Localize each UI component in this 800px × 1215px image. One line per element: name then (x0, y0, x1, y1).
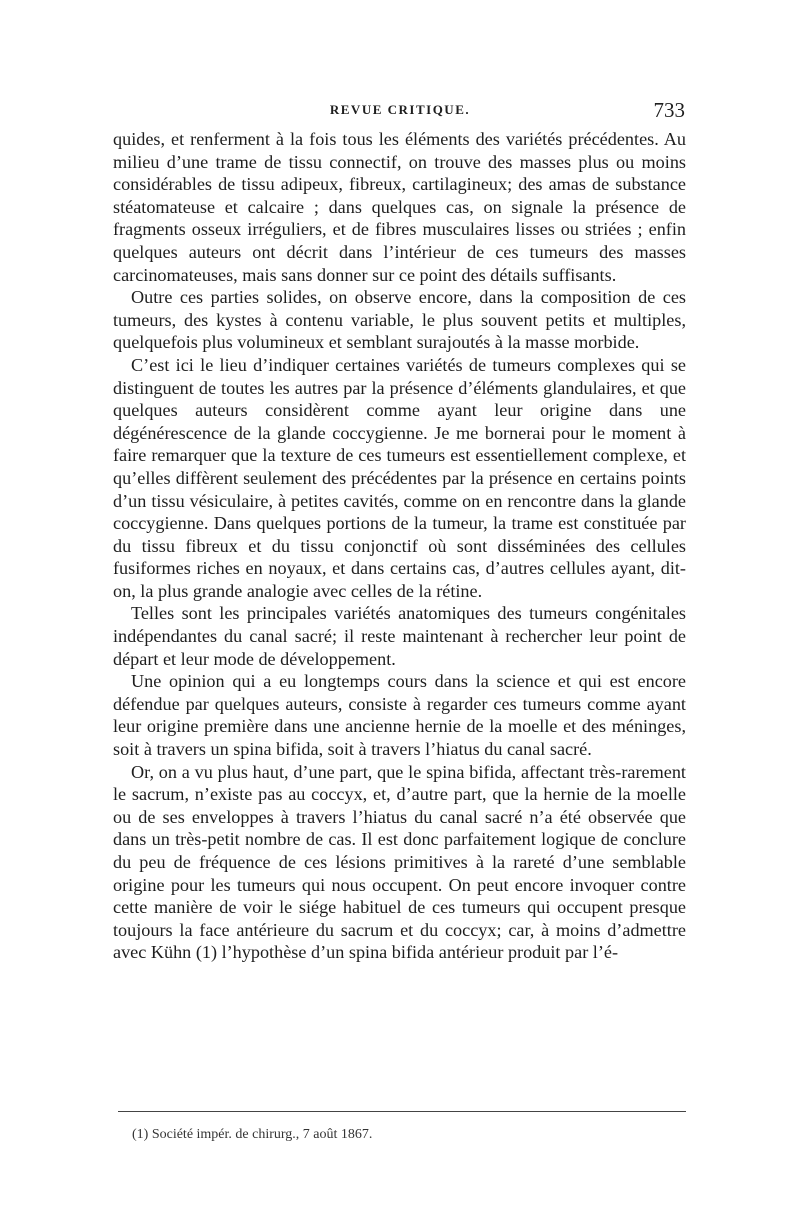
footnote-divider (118, 1111, 686, 1112)
paragraph: quides, et renferment à la fois tous les éléments des variétés précédentes. Au milieu d’une trame de tissu connectif, on trouve des masses plus ou moins considérables de tissu adipeux, fibreux, cartilagineux; des amas de substance stéatomateuse et calcaire ; dans quelques cas, on signale la présence de fragments osseux irréguliers, et de fibres musculaires lisses ou striées ; enfin quelques auteurs ont décrit dans l’intérieur de ces tumeurs des masses carcinomateuses, mais sans donner sur ce point des détails suffisants. (113, 129, 686, 285)
paragraph: Or, on a vu plus haut, d’une part, que le spina bifida, affectant très-rarement le sacrum, n’existe pas au coccyx, et, d’autre part, que la hernie de la moelle ou de ses enveloppes à travers l’hiatus du canal sacré n’a été observée que dans un très-petit nombre de cas. Il est donc parfaitement logique de conclure du peu de fréquence de ces lésions primitives à la rareté d’une semblable origine pour les tumeurs qui nous occupent. On peut encore invoquer contre cette manière de voir le siége habituel de ces tumeurs qui occupent presque toujours la face antérieure du sacrum et du coccyx; car, à moins d’admettre avec Kühn (1) l’hypothèse d’un spina bifida antérieur produit par l’é- (113, 761, 686, 963)
paragraph: C’est ici le lieu d’indiquer certaines variétés de tumeurs complexes qui se distinguent de toutes les autres par la présence d’éléments glandulaires, et que quelques auteurs considèrent comme ayant leur origine dans une dégénérescence de la glande coccygienne. Je me bornerai pour le moment à faire remarquer que la texture de ces tumeurs est essentiellement complexe, et qu’elles diffèrent seulement des précédentes par la présence en certains points d’un tissu vésiculaire, à petites cavités, comme on en rencontre dans la glande coccygienne. Dans quelques portions de la tumeur, la trame est constituée par du tissu fibreux et du tissu conjonctif où sont disséminées des cellules fusiformes riches en noyaux, et dans certains cas, d’autres cellules ayant, dit-on, la plus grande analogie avec celles de la rétine. (113, 354, 686, 601)
page-number: 733 (653, 98, 685, 122)
paragraph: Une opinion qui a eu longtemps cours dans la science et qui est encore défendue par quelques auteurs, consiste à regarder ces tumeurs comme ayant leur origine première dans une ancienne hernie de la moelle et des méninges, soit à travers un spina bifida, soit à travers l’hiatus du canal sacré. (113, 671, 686, 760)
paragraph: Telles sont les principales variétés anatomiques des tumeurs congénitales indépendantes du canal sacré; il reste maintenant à rechercher leur point de départ et leur mode de développement. (113, 603, 686, 669)
paragraph: Outre ces parties solides, on observe encore, dans la composition de ces tumeurs, des kystes à contenu variable, le plus souvent petits et multiples, quelquefois plus volumineux et semblant surajoutés à la masse morbide. (113, 287, 686, 353)
page-header (115, 98, 685, 126)
body-text (113, 128, 686, 964)
footnote: (1) Société impér. de chirurg., 7 août 1867. (132, 1127, 373, 1142)
running-head: REVUE CRITIQUE. (329, 102, 471, 117)
